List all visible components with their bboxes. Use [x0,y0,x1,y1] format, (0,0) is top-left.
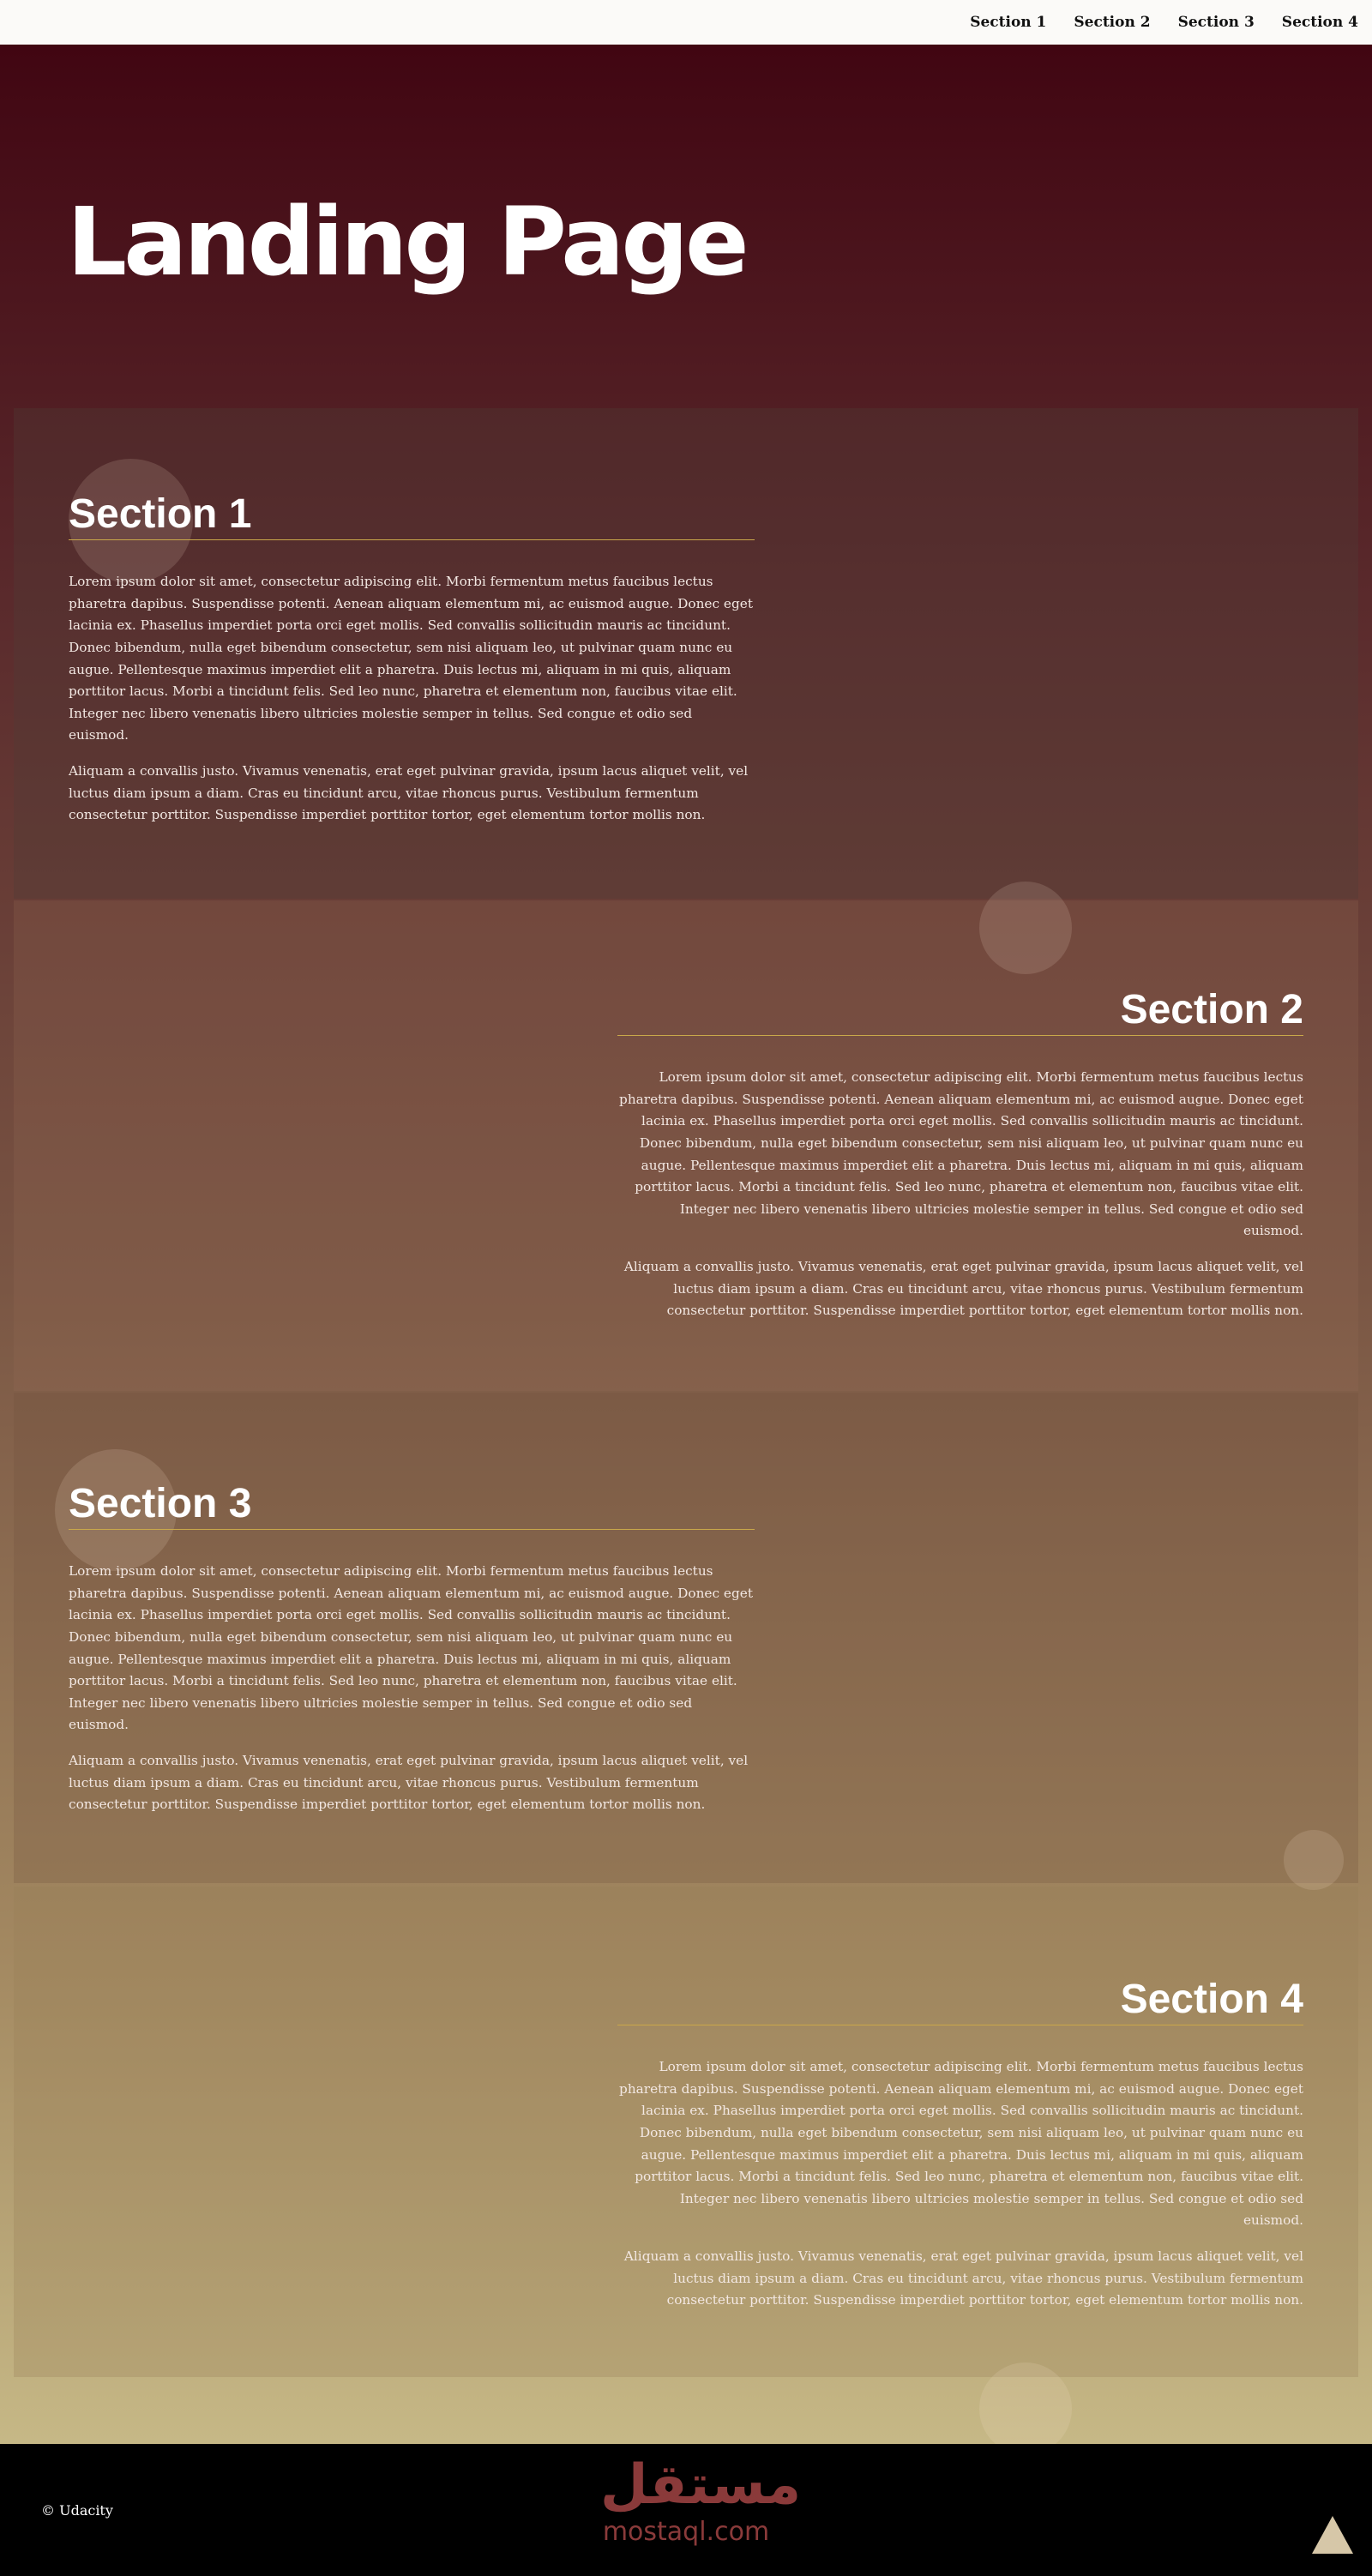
section-3-paragraph-1: Lorem ipsum dolor sit amet, consectetur adipiscing elit. Morbi fermentum metus faucibus lectus pharetra dapibus. Suspendisse potenti. Aenean aliquam elementum mi, ac euismod augue. Donec eget lacinia ex. Phasellus imperdiet porta orci eget mollis. Sed convallis sollicitudin mauris ac tincidunt. Donec bibendum, nulla eget bibendum consectetur, sem nisi aliquam leo, ut pulvinar quam nunc eu augue. Pellentesque maximus imperdiet elit a pharetra. Duis lectus mi, aliquam in mi quis, aliquam porttitor lacus. Morbi a tincidunt felis. Sed leo nunc, pharetra et elementum non, faucibus vitae elit. Integer nec libero venenatis libero ultricies molestie semper in tellus. Sed congue et odio sed euismod. [69,1563,753,1733]
section-4-heading: Section 4 [617,1976,1303,2025]
section-1 [69,491,755,840]
section-3-heading: Section 3 [69,1480,755,1530]
nav-link-section-3[interactable]: Section 3 [1177,14,1255,31]
navbar [0,0,1372,45]
nav-link-section-1[interactable]: Section 1 [970,14,1047,31]
section-2-paragraph-2: Aliquam a convallis justo. Vivamus venenatis, erat eget pulvinar gravida, ipsum lacus aliquet velit, vel luctus diam ipsum a diam. Cras eu tincidunt arcu, vitae rhoncus purus. Vestibulum fermentum consectetur porttitor. Suspendisse imperdiet porttitor tortor, eget elementum tortor mollis non. [623,1258,1303,1319]
section-1-paragraph-1: Lorem ipsum dolor sit amet, consectetur adipiscing elit. Morbi fermentum metus faucibus lectus pharetra dapibus. Suspendisse potenti. Aenean aliquam elementum mi, ac euismod augue. Donec eget lacinia ex. Phasellus imperdiet porta orci eget mollis. Sed convallis sollicitudin mauris ac tincidunt. Donec bibendum, nulla eget bibendum consectetur, sem nisi aliquam leo, ut pulvinar quam nunc eu augue. Pellentesque maximus imperdiet elit a pharetra. Duis lectus mi, aliquam in mi quis, aliquam porttitor lacus. Morbi a tincidunt felis. Sed leo nunc, pharetra et elementum non, faucibus vitae elit. Integer nec libero venenatis libero ultricies molestie semper in tellus. Sed congue et odio sed euismod. [69,574,753,743]
watermark-latin: mostaql.com [602,2517,770,2547]
section-2-paragraph-1: Lorem ipsum dolor sit amet, consectetur adipiscing elit. Morbi fermentum metus faucibus lectus pharetra dapibus. Suspendisse potenti. Aenean aliquam elementum mi, ac euismod augue. Donec eget lacinia ex. Phasellus imperdiet porta orci eget mollis. Sed convallis sollicitudin mauris ac tincidunt. Donec bibendum, nulla eget bibendum consectetur, sem nisi aliquam leo, ut pulvinar quam nunc eu augue. Pellentesque maximus imperdiet elit a pharetra. Duis lectus mi, aliquam in mi quis, aliquam porttitor lacus. Morbi a tincidunt felis. Sed leo nunc, pharetra et elementum non, faucibus vitae elit. Integer nec libero venenatis libero ultricies molestie semper in tellus. Sed congue et odio sed euismod. [619,1069,1303,1239]
section-3-paragraph-2: Aliquam a convallis justo. Vivamus venenatis, erat eget pulvinar gravida, ipsum lacus aliquet velit, vel luctus diam ipsum a diam. Cras eu tincidunt arcu, vitae rhoncus purus. Vestibulum fermentum consectetur porttitor. Suspendisse imperdiet porttitor tortor, eget elementum tortor mollis non. [69,1752,749,1813]
section-4-paragraph-1: Lorem ipsum dolor sit amet, consectetur adipiscing elit. Morbi fermentum metus faucibus lectus pharetra dapibus. Suspendisse potenti. Aenean aliquam elementum mi, ac euismod augue. Donec eget lacinia ex. Phasellus imperdiet porta orci eget mollis. Sed convallis sollicitudin mauris ac tincidunt. Donec bibendum, nulla eget bibendum consectetur, sem nisi aliquam leo, ut pulvinar quam nunc eu augue. Pellentesque maximus imperdiet elit a pharetra. Duis lectus mi, aliquam in mi quis, aliquam porttitor lacus. Morbi a tincidunt felis. Sed leo nunc, pharetra et elementum non, faucibus vitae elit. Integer nec libero venenatis libero ultricies molestie semper in tellus. Sed congue et odio sed euismod. [619,2059,1303,2229]
watermark-arabic: مستقل [600,2453,802,2517]
footer [0,2444,1372,2576]
section-4 [617,1976,1303,2326]
section-2-heading: Section 2 [617,986,1303,1036]
section-4-paragraph-2: Aliquam a convallis justo. Vivamus venenatis, erat eget pulvinar gravida, ipsum lacus aliquet velit, vel luctus diam ipsum a diam. Cras eu tincidunt arcu, vitae rhoncus purus. Vestibulum fermentum consectetur porttitor. Suspendisse imperdiet porttitor tortor, eget elementum tortor mollis non. [623,2248,1303,2308]
page-title: Landing Page [67,187,746,297]
section-1-heading: Section 1 [69,491,755,540]
nav-link-section-4[interactable]: Section 4 [1281,14,1358,31]
section-1-paragraph-2: Aliquam a convallis justo. Vivamus venenatis, erat eget pulvinar gravida, ipsum lacus aliquet velit, vel luctus diam ipsum a diam. Cras eu tincidunt arcu, vitae rhoncus purus. Vestibulum fermentum consectetur porttitor. Suspendisse imperdiet porttitor tortor, eget elementum tortor mollis non. [69,762,749,823]
nav-link-section-2[interactable]: Section 2 [1074,14,1151,31]
section-3 [69,1480,755,1830]
section-2 [617,986,1303,1336]
decorative-circle [1284,1830,1344,1890]
decorative-circle [979,882,1072,974]
watermark-logo [600,2453,802,2547]
scroll-to-top-icon[interactable] [1312,2516,1353,2554]
copyright-text: © Udacity [41,2502,113,2519]
decorative-circle [979,2362,1072,2455]
